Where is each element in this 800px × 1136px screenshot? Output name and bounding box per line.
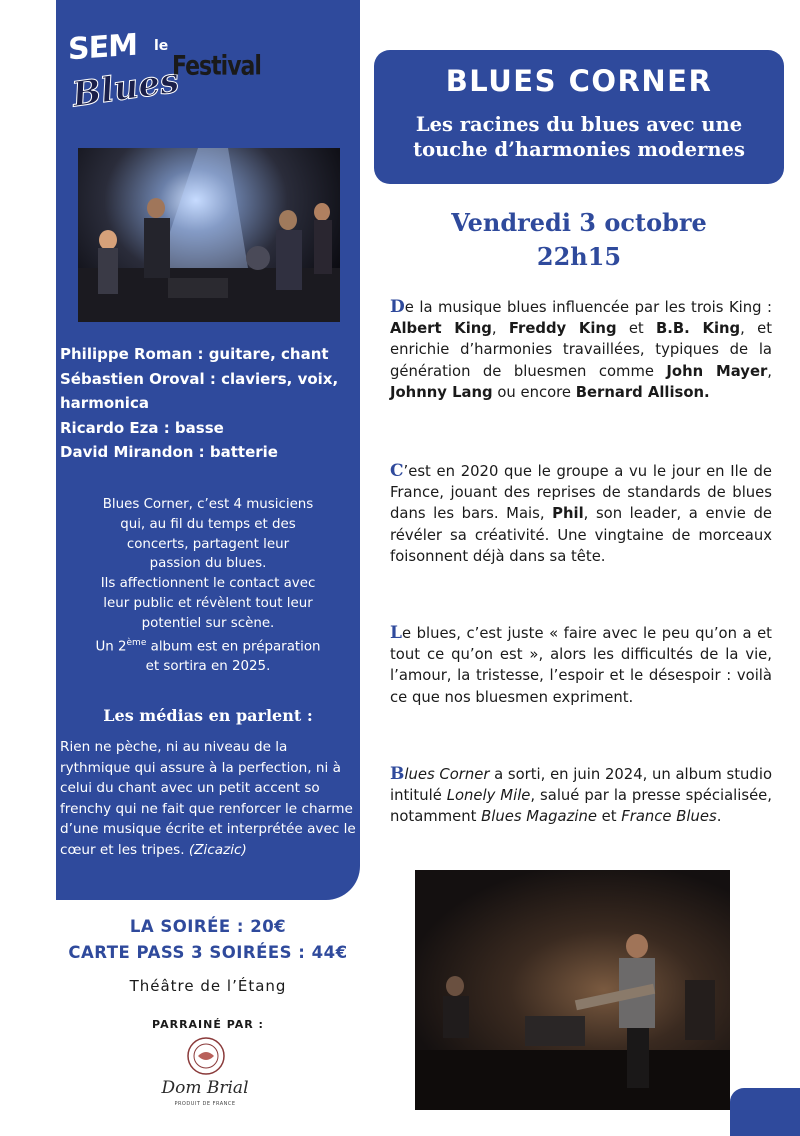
band-member-line: David Mirandon : batterie	[60, 443, 278, 461]
band-members-list	[60, 342, 350, 465]
event-title: BLUES CORNER	[445, 64, 713, 98]
media-quote-source: (Zicazic)	[188, 841, 247, 858]
corner-accent-box	[730, 1088, 800, 1136]
sponsor-subtitle: PRODUIT DE FRANCE	[174, 1101, 236, 1107]
media-quote	[60, 737, 356, 861]
drop-cap: D	[390, 297, 405, 317]
event-day: Vendredi 3 octobre	[451, 208, 707, 237]
paragraph-influences: De la musique blues influencée par les trois King : Albert King, Freddy King et B.B. King, et enrichie d’harmonies travaillées, typiques de la génération de bluesmen comme John Mayer, Johnny Lang ou encore Bernard Allison.	[390, 297, 773, 401]
logo-le-text: le	[154, 38, 169, 54]
intro-line: et sortira en 2025.	[145, 658, 271, 674]
intro-line: concerts, partagent leur	[126, 536, 290, 552]
event-time: 22h15	[536, 242, 622, 271]
paragraph-history: C’est en 2020 que le groupe a vu le jour en Ile de France, jouant des reprises de standards de blues dans les bars. Mais, Phil, son leader, a envie de révéler sa créativité. Une vingtaine de morceaux foisonnent déjà dans sa tête.	[390, 461, 772, 565]
concert-photo-illustration	[415, 870, 730, 1110]
pass-price: CARTE PASS 3 SOIRÉES : 44€	[68, 943, 348, 962]
single-night-price: LA SOIRÉE : 20€	[129, 917, 287, 936]
sponsor-label: PARRAINÉ PAR :	[152, 1018, 264, 1031]
drop-cap: B	[390, 764, 405, 784]
sem-le-blues-logo	[66, 26, 182, 122]
band-member-line: harmonica	[60, 394, 149, 412]
band-member-line: Philippe Roman : guitare, chant	[60, 345, 329, 363]
intro-line: potentiel sur scène.	[141, 615, 275, 631]
intro-album-line: Un 2ème album est en préparation	[95, 637, 321, 655]
intro-line: passion du blues.	[149, 556, 267, 572]
intro-line: qui, au fil du temps et des	[120, 516, 296, 532]
drop-cap: L	[390, 623, 402, 643]
media-quote-text: Rien ne pèche, ni au niveau de la rythmique qui assure à la perfection, ni à celui du chant avec un petit accent so frenchy qui ne fait que renforcer le charme d’une musique écrite et interprétée avec le cœur et les tripes.	[60, 739, 356, 858]
paragraph-album: Blues Corner a sorti, en juin 2024, un album studio intitulé Lonely Mile, salué par la presse spécialisée, notamment Blues Magazine et France Blues.	[390, 764, 772, 826]
media-heading: Les médias en parlent :	[103, 706, 313, 725]
paragraph-blues-definition: Le blues, c’est juste « faire avec le peu qu’on a et tout ce qu’on est », alors les difficultés de la vie, l’amour, la tristesse, l’espoir et le désespoir : voilà ce que nos bluesmen expriment.	[390, 623, 772, 706]
logo-sem-text: SEM	[68, 27, 137, 68]
venue-name: Théâtre de l’Étang	[129, 977, 287, 995]
guitarist-concert-photo	[415, 870, 730, 1110]
drop-cap: C	[390, 461, 404, 481]
band-stage-photo	[78, 148, 340, 322]
event-date	[374, 206, 784, 274]
intro-line: Blues Corner, c’est 4 musiciens	[102, 497, 314, 512]
festival-logo-text: Festival	[172, 51, 261, 82]
band-member-line: Ricardo Eza : basse	[60, 418, 224, 437]
event-subtitle	[374, 112, 784, 162]
subtitle-line: touche d’harmonies modernes	[413, 138, 745, 161]
intro-line: leur public et révèlent tout leur	[103, 595, 313, 611]
band-member-line: Sébastien Oroval : claviers, voix,	[60, 369, 339, 388]
logo-blues-text: Blues	[69, 60, 182, 116]
subtitle-line: Les racines du blues avec une	[415, 113, 743, 136]
sponsor-name-logo: Dom Brial	[161, 1078, 249, 1098]
intro-line: Ils affectionnent le contact avec	[100, 576, 316, 592]
stage-photo-illustration	[78, 148, 340, 322]
band-intro-text	[60, 495, 356, 677]
dom-brial-seal-icon	[186, 1036, 226, 1076]
